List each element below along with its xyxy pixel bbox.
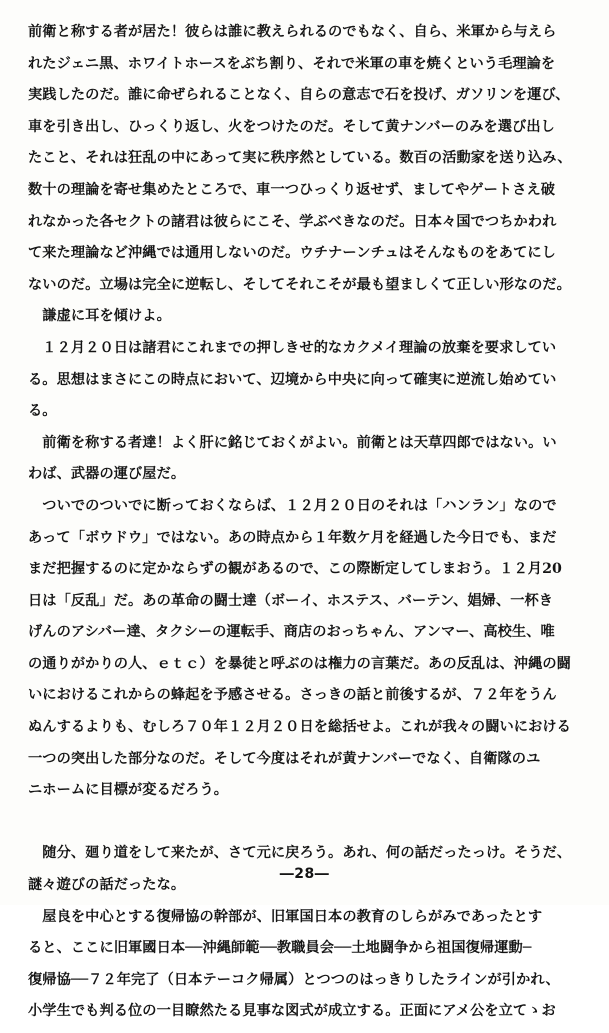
- text-line: 謙虚に耳を傾けよ。: [28, 308, 171, 325]
- text-line: １２月２０日は諸君にこれまでの押しきせ的なカクメイ理論の放棄を要求してい: [28, 339, 557, 356]
- text-line: 車を引き出し、ひっくり返し、火をつけたのだ。そして黄ナンバーのみを選び出し: [28, 118, 555, 135]
- text-line: 復帰協──７２年完了（日本テーコク帰属）とつつのはっきりしたラインが引かれ、: [28, 971, 560, 988]
- text-line: 前衛を称する者達！よく肝に銘じておくがよい。前衛とは天草四郎ではない。い: [28, 434, 557, 451]
- text-line: 実践したのだ。誰に命ぜられることなく、自らの意志で石を投げ、ガソリンを運び、: [28, 87, 570, 104]
- text-line: いにおけるこれからの蜂起を予感させる。さっきの話と前後するが、７２年をうん: [28, 687, 557, 704]
- page-number: ―28―: [279, 866, 330, 882]
- text-line: て来た理論など沖縄では通用しないのだ。ウチナーンチュはそんなものをあてにし: [28, 245, 556, 262]
- text-line: ついでのついでに断っておくならば、１２月２０日のそれは「ハンラン」なので: [28, 497, 557, 514]
- text-line: あって「ボウドウ」ではない。あの時点から１年数ケ月を経過した今日でも、まだ: [28, 529, 557, 546]
- text-line: たこと、それは狂乱の中にあって実に秩序然としている。数百の活動家を送り込み、: [28, 150, 572, 167]
- text-line: まだ把握するのに定かならずの観があるので、この際断定してしまおう。１２月20: [28, 561, 563, 578]
- text-line: 小学生でも判る位の一目瞭然たる見事な図式が成立する。正面にアメ公を立てゝお: [28, 1003, 556, 1020]
- text-line: 謎々遊びの話だったな。: [28, 877, 186, 894]
- text-line: ニホームに目標が変るだろう。: [28, 782, 229, 799]
- text-line: 随分、廻り道をして来たが、さて元に戻ろう。あれ、何の話だったっけ。そうだ、: [28, 845, 572, 862]
- text-line: げんのアシバー達、タクシーの運転手、商店のおっちゃん、アンマー、高校生、唯: [28, 624, 555, 641]
- text-line: 数十の理論を寄せ集めたところで、車一つひっくり返せず、ましてやゲートさえ破: [28, 181, 556, 198]
- text-line: ぬんするよりも、むしろ７０年１２月２０日を総括せよ。これが我々の闘いにおける: [28, 719, 571, 736]
- text-line: 日は「反乱」だ。あの革命の闘士達（ボーイ、ホステス、バーテン、娼婦、一杯き: [28, 592, 554, 609]
- text-line: れたジェニ黒、ホワイトホースをぶち割り、それで米軍の車を焼くという毛理論を: [28, 55, 556, 72]
- text-line: 前衛と称する者が居た！彼らは誰に教えられるのでもなく、自ら、米軍から与えら: [28, 24, 557, 40]
- text-line: の通りがかりの人、ｅｔｃ）を暴徒と呼ぶのは権力の言葉だ。あの反乱は、沖縄の闘: [28, 655, 571, 672]
- text-line: る。: [28, 403, 57, 420]
- text-line: れなかった各セクトの諸君は彼らにこそ、学ぶべきなのだ。日本々国でつちかわれ: [28, 213, 557, 230]
- text-line: る。思想はまさにこの時点において、辺境から中央に向って確実に逆流し始めてい: [28, 371, 557, 388]
- paragraph-gap: [28, 812, 588, 844]
- text-line: ると、ここに旧軍國日本──沖縄師範──教職員会──土地闘争から祖国復帰運動─: [28, 940, 532, 957]
- text-line: ないのだ。立場は完全に逆転し、そしてそれこそが最も望ましくて正しい形なのだ。: [28, 276, 571, 293]
- text-line: 一つの突出した部分なのだ。そして今度はそれが黄ナンバーでなく、自衛隊のユ: [28, 750, 541, 767]
- text-line: わば、武器の運び屋だ。: [28, 466, 186, 483]
- text-line: 屋良を中心とする復帰協の幹部が、旧軍国日本の教育のしらがみであったとす: [28, 908, 543, 925]
